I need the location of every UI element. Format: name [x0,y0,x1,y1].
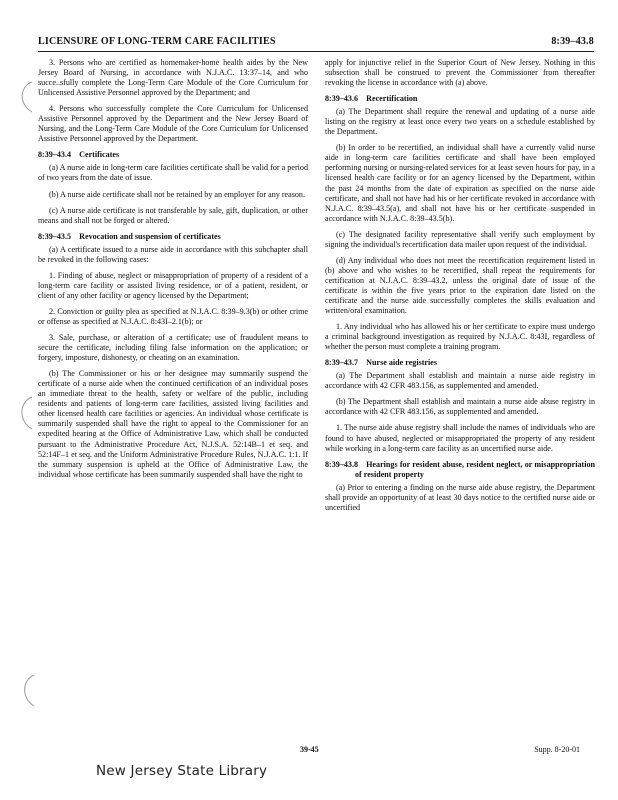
section-number: 8:39–43.5 [38,231,72,241]
supplement-date: Supp. 8-20-01 [534,745,580,754]
section-number: 8:39–43.6 [325,94,359,104]
section-heading [38,150,308,160]
section-heading [38,232,308,242]
list-item: 3. Persons who are certified as homemaker-home health aides by the New Jersey Board of Nursing, in accordance with N.J.A.C. 13:37–14, and who succe..sfully complete the Long-Term Care Module of the Core Curriculum for Unlicensed Assistive Personnel approved by the Department; and [38,58,308,98]
paragraph: (b) The Commissioner or his or her designee may summarily suspend the certificate of a nurse aide when the continued certification of an individual poses an immediate threat to the health, safety or welfare of the public, including residents and patients of long-term care facilities, assisted living facilities and other licensed health care facilities or agencies. An individual whose certificate is summarily suspended shall have the right to appeal to the Commissioner for an expedited hearing at the Office of Administrative Law, which shall be conducted pursuant to the Administrative Procedure Act, N.J.S.A. 52:14B–1 et seq. and 52:14F–1 et seq. and the Uniform Administrative Procedure Rules, N.J.A.C. 1:1. If the summary suspension is upheld at the Office of Administrative Law, the individual whose certificate has been summarily suspended shall have the right to [38,369,308,479]
page-number: 39-45 [300,745,319,754]
section-number: 8:39–43.8 [325,459,359,469]
paragraph: (b) In order to be recertified, an individual shall have a currently valid nurse aide in long-term care facilities certificate and shall have been employed performing nursing or nursing-related services for at least seven hours for pay, in a licensed health care facility or for an agency licensed by the Department, within the past 24 months from the date of expiration as specified on the nurse aide certificate, and shall not have had his or her certificate revoked in accordance with N.J.A.C. 8:39–43.5(a), and shall not have his or her certificate suspended in accordance with N.J.A.C. 8:39–43.5(b). [325,143,595,223]
section-number: 8:39–43.7 [325,358,359,368]
binding-hole-mark [14,393,36,433]
paragraph: (a) Prior to entering a finding on the nurse aide abuse registry, the Department shall provide an opportunity of at least 30 days notice to the certified nurse aide or uncertified [325,482,595,512]
list-item: 3. Sale, purchase, or alteration of a certificate; use of fraudulent means to secure the certificate, including filing false information on the application; or forgery, imposture, dishonesty, or cheating on an examination. [38,333,308,363]
section-heading [325,94,595,104]
left-column [38,58,308,486]
paragraph: (c) The designated facility representative shall verify such employment by signing the individual's recertification data mailer upon request of the individual. [325,229,595,249]
paragraph: (c) A nurse aide certificate is not transferable by sale, gift, duplication, or other means and shall not be forged or altered. [38,205,308,225]
section-title: Recertification [366,94,418,104]
binding-hole-mark [16,672,38,710]
list-item: 2. Conviction or guilty plea as specified at N.J.A.C. 8:39–9.3(b) or other crime or offense as specified at N.J.A.C. 8:43I–2.1(b); or [38,306,308,326]
section-title: Certificates [79,150,120,160]
section-title: Nurse aide registries [366,358,438,368]
right-column [325,58,595,519]
list-item: 1. Any individual who has allowed his or her certificate to expire must undergo a criminal background investigation as required by N.J.A.C. 8:43I, regardless of whether the person must complete a training program. [325,322,595,352]
running-header [38,36,594,47]
section-number: 8:39–43.4 [38,150,72,160]
paragraph: (d) Any individual who does not meet the recertification requirement listed in (b) above and who wishes to be recertified, shall repeat the requirements for certification at N.J.A.C. 8:39–43.2, unless the original date of issue of the certificate is within the five years prior to the expiration date listed on the certificate and the nurse aide successfully completes the skills evaluation and written/oral examination. [325,255,595,316]
list-item: 1. Finding of abuse, neglect or misappropriation of property of a resident of a long-term care facility or assisted living residence, or of a patient, resident, or client of any other facility or agency licensed by the Department; [38,270,308,300]
section-heading [325,460,595,480]
paragraph: apply for injunctive relief in the Superior Court of New Jersey. Nothing in this subsection shall be construed to prevent the Commissioner from thereafter revoking the license in accordance with (a) above. [325,58,595,88]
paragraph: (a) A certificate issued to a nurse aide in accordance with this subchapter shall be revoked in the following cases: [38,244,308,264]
binding-hole-mark [14,78,36,116]
section-heading [325,358,595,368]
paragraph: (b) A nurse aide certificate shall not be retained by an employer for any reason. [49,189,305,199]
header-title: LICENSURE OF LONG-TERM CARE FACILITIES [38,36,276,47]
paragraph: (a) A nurse aide in long-term care facilities certificate shall be valid for a period of two years from the date of issue. [38,163,308,183]
section-title: Hearings for resident abuse, resident neglect, or misappropriation of resident property [355,459,595,479]
list-item: 4. Persons who successfully complete the Core Curriculum for Unlicensed Assistive Personnel approved by the Department and the New Jersey Board of Nursing, and the Long-Term Care Module of the Core Curriculum for Unlicensed Assistive Personnel approved by the Department. [38,104,308,144]
paragraph: (b) The Department shall establish and maintain a nurse aide abuse registry in accordance with 42 CFR 483.156, as supplemented and amended. [325,397,595,417]
header-rule [38,51,594,52]
list-item: 1. The nurse aide abuse registry shall include the names of individuals who are found to have abused, neglected or misappropriated the property of any resident while working in a long-term care facility as an uncertified nurse aide. [325,423,595,453]
paragraph: (a) The Department shall establish and maintain a nurse aide registry in accordance with 42 CFR 483.156, as supplemented and amended. [325,371,595,391]
paragraph: (a) The Department shall require the renewal and updating of a nurse aide listing on the registry at least once every two years on a schedule established by the Department. [325,107,595,137]
section-title: Revocation and suspension of certificates [79,231,221,241]
header-section: 8:39–43.8 [551,36,594,47]
library-stamp: New Jersey State Library [96,763,268,779]
